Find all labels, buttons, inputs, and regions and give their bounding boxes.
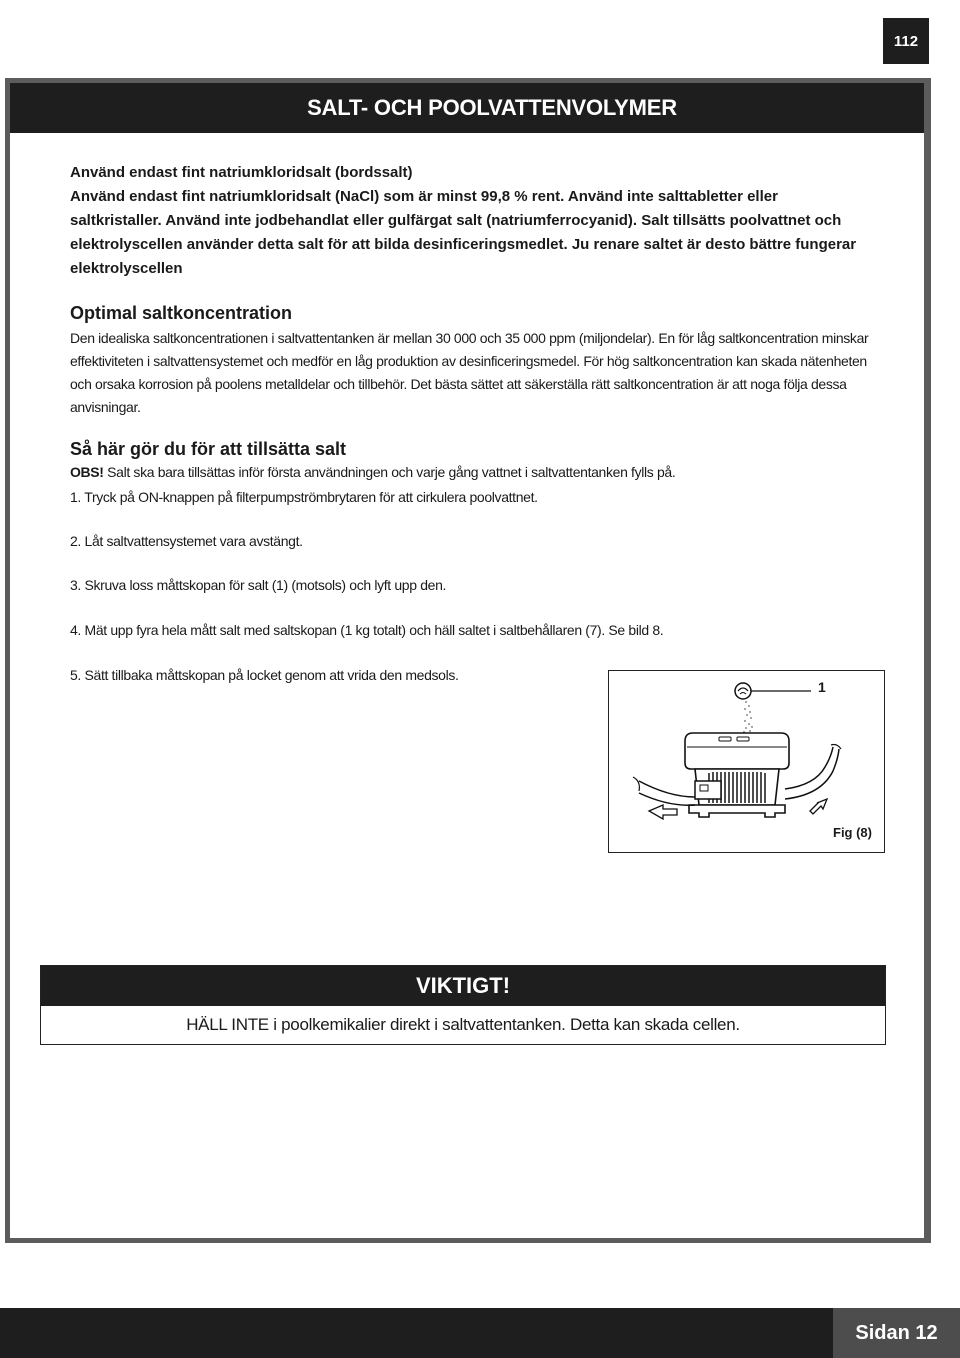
footer-page-label: Sidan 12 (833, 1308, 960, 1358)
flow-arrow-right-icon (810, 799, 827, 814)
step-5: 5. Sätt tillbaka måttskopan på locket genom att vrida den medsols. (70, 667, 459, 683)
content-frame (5, 78, 931, 1243)
salt-scoop-icon (735, 683, 751, 699)
obs-label: OBS! (70, 464, 104, 480)
chlorinator-illustration (609, 671, 883, 851)
figure-salt-chlorinator (608, 670, 885, 853)
hose-right (785, 747, 833, 789)
section-text-optimal-salt: Den idealiska saltkoncentrationen i saltvattentanken är mellan 30 000 och 35 000 ppm (miljondelar). En för låg saltkoncentration minskar effektiviteten i saltvattensystemet och medför en låg produktion av desinficeringsmedel. För hög saltkoncentration kan skada nätenheten och orsaka korrosion på poolens metalldelar och tillbehör. Det bästa sättet att säkerställa rätt saltkoncentration är att noga följa dessa anvisningar. (70, 330, 869, 415)
page-number: 112 (883, 18, 929, 64)
tank-base (689, 805, 785, 817)
figure-callout-label: 1 (818, 679, 826, 695)
hose-left (639, 781, 695, 797)
intro-heading: Använd endast fint natriumkloridsalt (bordssalt) (70, 164, 413, 181)
warning-text: HÄLL INTE i poolkemikalier direkt i saltvattentanken. Detta kan skada cellen. (186, 1015, 740, 1034)
step-4: 4. Mät upp fyra hela mått salt med saltskopan (1 kg totalt) och häll saltet i saltbehållaren (7). Se bild 8. (70, 622, 664, 638)
step-1: 1. Tryck på ON-knappen på filterpumpströmbrytaren för att cirkulera poolvattnet. (70, 489, 538, 505)
section-heading-add-salt: Så här gör du för att tillsätta salt (70, 439, 347, 459)
obs-text: Salt ska bara tillsättas inför första användningen och varje gång vattnet i saltvattentanken fylls på. (103, 464, 676, 480)
warning-box (40, 965, 886, 1045)
obs-note (70, 461, 870, 484)
intro-text: Använd endast fint natriumkloridsalt (NaCl) som är minst 99,8 % rent. Använd inte salttabletter eller saltkristaller. Använd inte jodbehandlat eller gulfärgat salt (natriumferrocyanid). Salt tillsätts poolvattnet och elektrolyscellen använder detta salt för att bilda desinficeringsmedlet. Ju renare saltet är desto bättre fungerar elektrolyscellen (70, 188, 857, 277)
warning-heading: VIKTIGT! (41, 966, 885, 1006)
step-2: 2. Låt saltvattensystemet vara avstängt. (70, 533, 303, 549)
footer-bar (0, 1308, 960, 1358)
content-panel (10, 83, 924, 1238)
figure-caption: Fig (8) (833, 825, 872, 840)
main-content (70, 161, 870, 687)
flow-arrow-left-icon (649, 805, 677, 819)
page-title: SALT- OCH POOLVATTENVOLYMER (10, 83, 924, 133)
step-3: 3. Skruva loss måttskopan för salt (1) (motsols) och lyft upp den. (70, 577, 447, 593)
section-heading-optimal-salt: Optimal saltkoncentration (70, 303, 293, 323)
